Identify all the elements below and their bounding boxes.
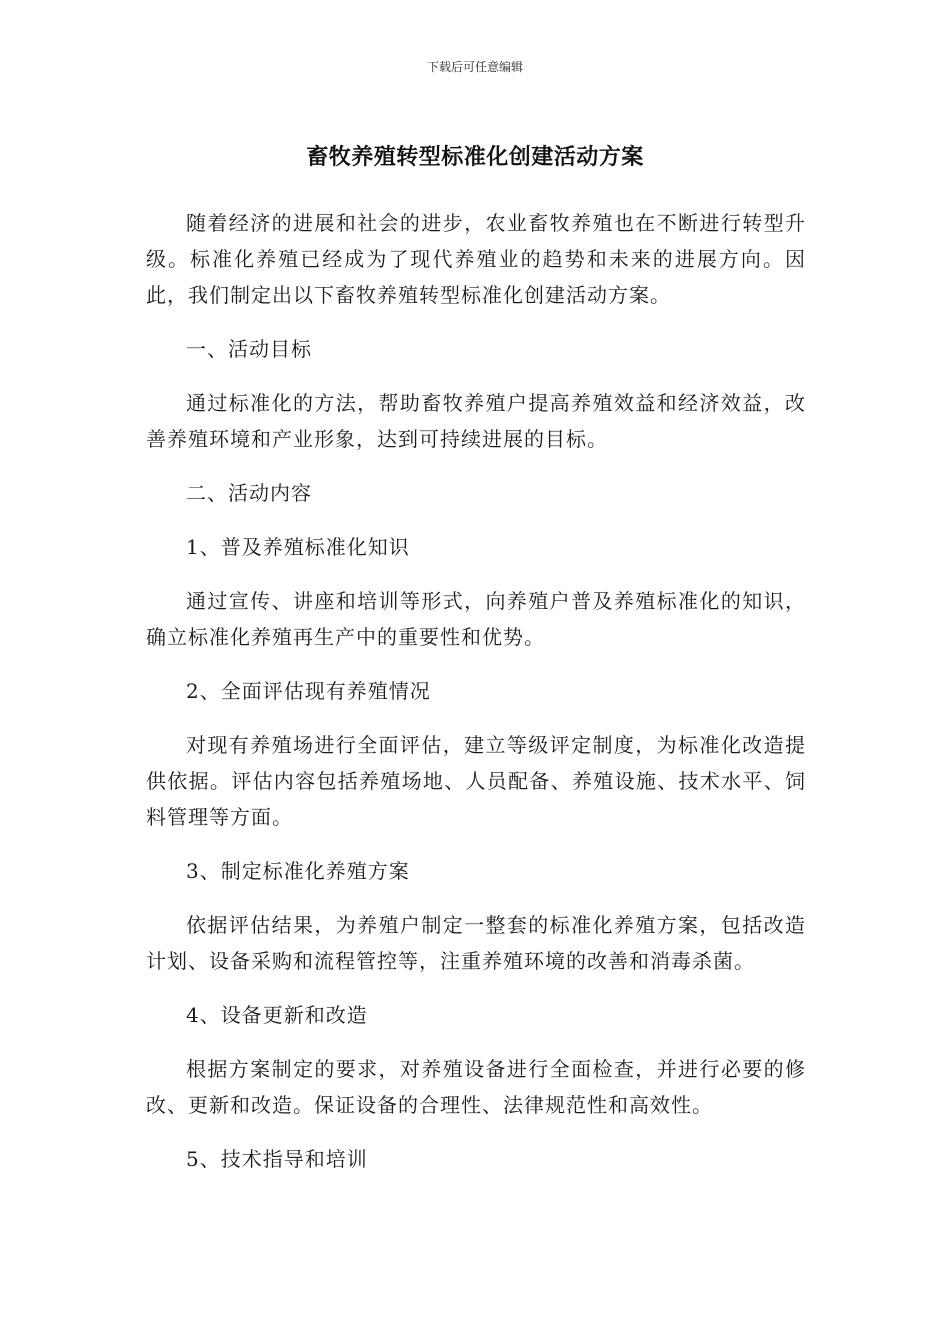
header-note: 下载后可任意编辑 [426,60,523,74]
paragraph-3: 依据评估结果，为养殖户制定一整套的标准化养殖方案，包括改造计划、设备采购和流程管控等，注重养殖环境的改善和消毒杀菌。 [146,913,806,973]
subheading-2: 2、全面评估现有养殖情况 [186,679,431,703]
heading-activity-content: 二、活动内容 [186,481,312,505]
subheading-4: 4、设备更新和改造 [186,1003,368,1027]
document-body [146,205,806,1195]
paragraph-intro: 随着经济的进展和社会的进步，农业畜牧养殖也在不断进行转型升级。标准化养殖已经成为了现代养殖业的趋势和未来的进展方向。因此，我们制定出以下畜牧养殖转型标准化创建活动方案。 [146,211,806,307]
subheading-3: 3、制定标准化养殖方案 [186,859,410,883]
subheading-1: 1、普及养殖标准化知识 [186,535,410,559]
subheading-5: 5、技术指导和培训 [186,1147,368,1171]
heading-activity-goal: 一、活动目标 [186,337,312,361]
document-title: 畜牧养殖转型标准化创建活动方案 [306,145,644,170]
paragraph-goal: 通过标准化的方法，帮助畜牧养殖户提高养殖效益和经济效益，改善养殖环境和产业形象，达到可持续进展的目标。 [146,391,806,451]
paragraph-1: 通过宣传、讲座和培训等形式，向养殖户普及养殖标准化的知识，确立标准化养殖再生产中的重要性和优势。 [146,589,806,649]
paragraph-2: 对现有养殖场进行全面评估，建立等级评定制度，为标准化改造提供依据。评估内容包括养殖场地、人员配备、养殖设施、技术水平、饲料管理等方面。 [146,733,806,829]
paragraph-4: 根据方案制定的要求，对养殖设备进行全面检查，并进行必要的修改、更新和改造。保证设备的合理性、法律规范性和高效性。 [146,1057,806,1117]
